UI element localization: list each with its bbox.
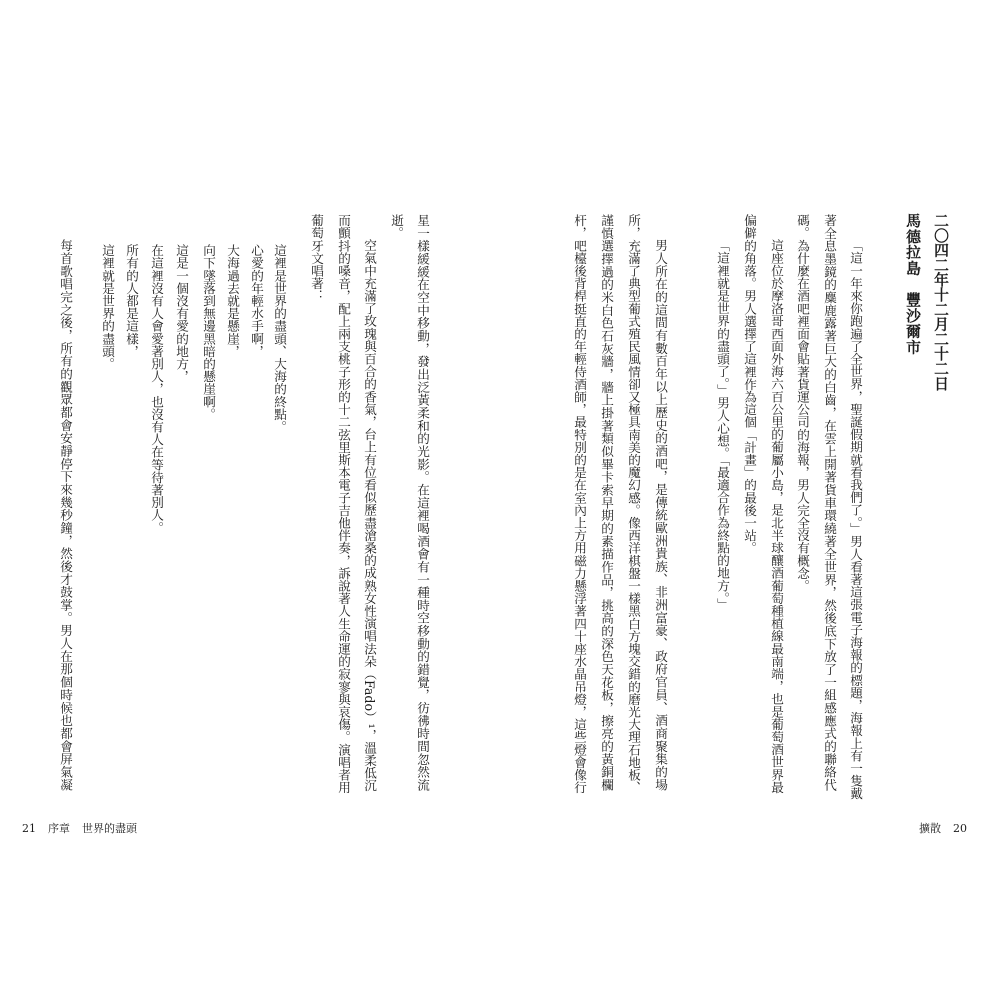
page-number: 20 [953, 822, 967, 835]
body-line: 逝。 [389, 214, 404, 240]
poem-line: 在這裡沒有人會愛著別人，也沒有人在等待著別人。 [149, 244, 164, 534]
chapter-date-heading: 二〇四二年十二月二十二日 [932, 213, 949, 391]
page-footer-right [919, 822, 967, 836]
location-heading: 馬德拉島 豐沙爾市 [904, 213, 921, 356]
body-line: 每首歌唱完之後，所有的觀眾都會安靜停下來幾秒鐘，然後才鼓掌。男人在那個時候也都會屏氣凝 [58, 239, 73, 791]
page-footer-left [22, 822, 137, 836]
body-line: 這座位於摩洛哥西面外海六百公里的葡屬小島，是北半球釀酒葡萄種植線最南端，也是葡萄酒世界最 [769, 239, 784, 794]
body-line: 杆，吧檯後背桿挺直的年輕侍酒師，最特別的是在室內上方用磁力懸浮著四十座水晶吊燈，這些燈會像行 [572, 214, 587, 794]
body-line: 葡萄牙文唱著： [309, 214, 324, 303]
body-line: 男人所在的這間有數百年以上歷史的酒吧，是傳統歐洲貴族、非洲富豪、政府官員、酒商聚集的場 [653, 239, 668, 791]
poem-line: 大海過去就是懸崖， [225, 244, 240, 358]
body-line: 而顫抖的嗓音，配上兩支桃子形的十二弦里斯本電子吉他伴奏，訴說著人生命運的寂寥與哀傷。演唱者用 [336, 214, 351, 794]
poem-line: 這裡就是世界的盡頭。 [100, 244, 115, 370]
running-head: 擴散 [919, 822, 941, 835]
poem-line: 所有的人都是這樣， [124, 244, 139, 358]
poem-line: 向下墜落到無邊黑暗的懸崖啊。 [201, 244, 216, 421]
chapter-title: 世界的盡頭 [82, 822, 137, 835]
body-line: 偏僻的角落。男人選擇了這裡作為這個「計畫」的最後一站。 [742, 214, 757, 555]
body-line: 謹慎選擇過的米白色石灰牆，牆上掛著類似畢卡索早期的素描作品，挑高的深色天花板，擦亮的黃銅欄 [599, 214, 614, 791]
body-line: 「這裡就是世界的盡頭了。」男人心想。「最適合作為終點的地方。」 [715, 239, 730, 611]
body-line: 著全息墨鏡的麋鹿露著巨大的白齒，在雲上開著貨車環繞著全世界，然後底下放了一組感應式的聯絡代 [822, 214, 837, 791]
body-line: 空氣中充滿了玫瑰與百合的香氣，台上有位看似歷盡滄桑的成熟女性演唱法朵（Fado）¹，溫柔低沉 [362, 239, 377, 792]
page-number: 21 [22, 822, 36, 835]
chapter-label: 序章 [48, 822, 70, 835]
poem-line: 這裡是世界的盡頭、大海的終點。 [272, 244, 287, 433]
body-line: 所，充滿了典型葡式殖民風情卻又極具南美的魔幻感。像西洋棋盤一樣黑白方塊交錯的磨光大理石地板、 [626, 214, 641, 794]
body-line: 碼。為什麼在酒吧裡面會貼著貨運公司的海報，男人完全沒有概念。 [795, 214, 810, 592]
poem-line: 這是一個沒有愛的地方， [174, 244, 189, 383]
right-page [500, 0, 1000, 1000]
body-line: 「這一年來你跑遍了全世界，聖誕假期就看我們了。」男人看著這張電子海報的標題，海報上有一隻戴 [848, 239, 863, 800]
poem-line: 心愛的年輕水手啊， [249, 244, 264, 358]
body-line: 星一樣緩緩在空中移動，發出泛黃柔和的光影。在這裡喝酒會有一種時空移動的錯覺，彷彿時間忽然流 [415, 214, 430, 791]
